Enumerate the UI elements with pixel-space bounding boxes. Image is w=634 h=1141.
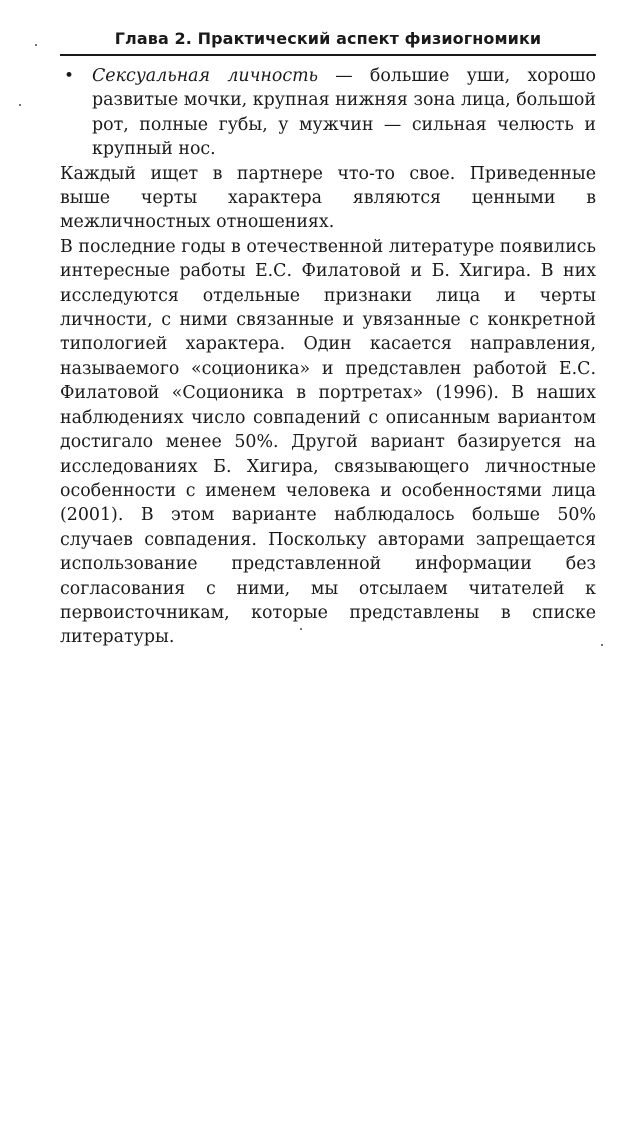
- paragraph-1: [60, 162, 596, 235]
- scan-speck: [19, 104, 21, 106]
- header-rule: [60, 54, 596, 56]
- bullet-term: Сексуальная личность: [92, 66, 319, 86]
- scan-speck: [35, 44, 37, 46]
- scan-speck: [601, 644, 603, 646]
- paragraph-2-text: В последние годы в отечественной литературе появились интересные работы Е.С. Филатовой и Б. Хигира. В них исследуются отдельные признаки лица и черты личности, с ними связанные и увязанные с конкретной типологией характера. Один касается направления, называемого «соционика» и представлен работой Е.С. Филатовой «Соционика в портретах» (1996). В наших наблюдениях число совпадений с описанным вариантом достигало менее 50%. Другой вариант базируется на исследованиях Б. Хигира, связывающего личностные особенности с именем человека и особенностями лица (2001). В этом варианте наблюдалось больше 50% случаев совпадения. Поскольку авторами запрещается использование представленной информации без согласования с ними, мы отсылаем читателей к первоисточникам, которые представлены в списке литературы.: [60, 236, 596, 648]
- paragraph-1-text: Каждый ищет в партнере что-то свое. Приведенные выше черты характера являются ценными в межличностных отношениях.: [60, 163, 596, 233]
- scan-speck: [300, 628, 302, 630]
- page-body: [60, 64, 596, 650]
- bullet-marker: •: [64, 66, 75, 86]
- bullet-item: [60, 64, 596, 162]
- bullet-text: — большие уши, хорошо развитые мочки, крупная нижняя зона лица, большой рот, полные губы, у мужчин — сильная челюсть и крупный нос.: [92, 66, 596, 160]
- paragraph-2: [60, 235, 596, 650]
- chapter-header: Глава 2. Практический аспект физиогномики: [114, 29, 542, 48]
